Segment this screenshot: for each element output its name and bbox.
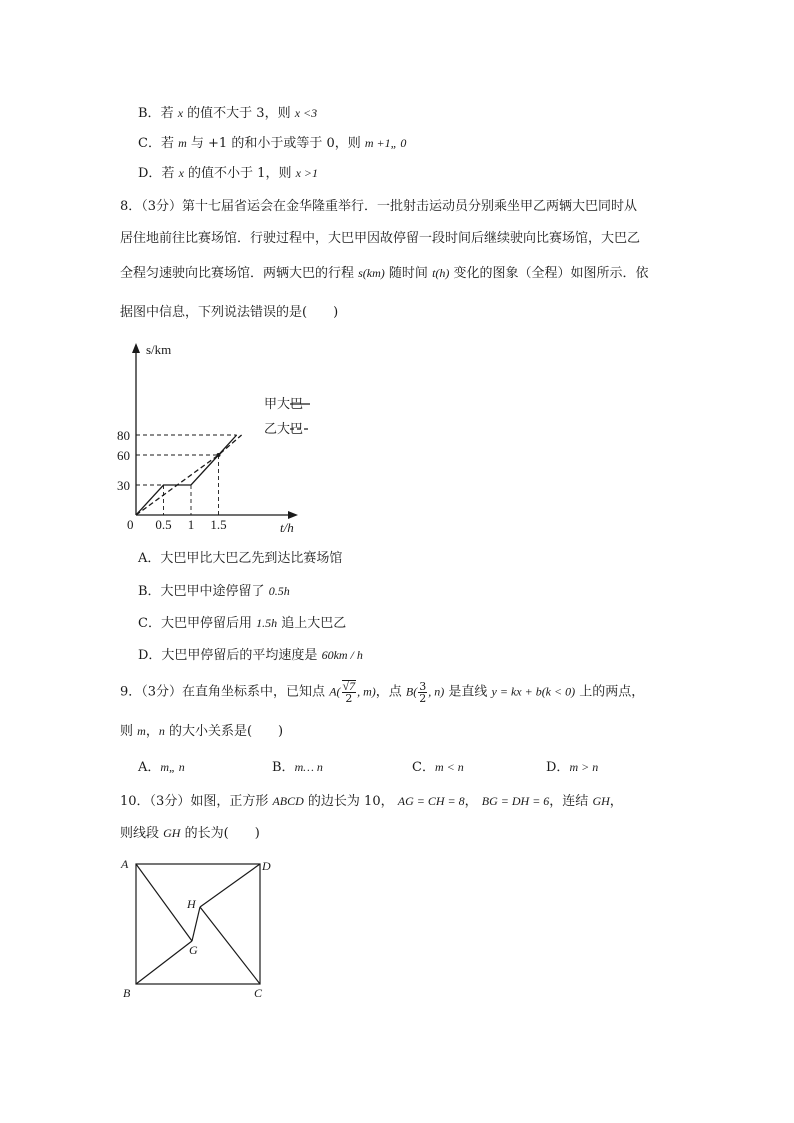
math-expression: m„ n <box>160 760 185 774</box>
x-axis-label: t/h <box>280 520 294 535</box>
math-expression: BG = DH = 6 <box>481 794 550 808</box>
fraction-denominator: 2 <box>419 691 427 705</box>
q7-option-c <box>138 134 406 153</box>
stem-text: ，点 <box>375 684 406 700</box>
math-expression: m > n <box>569 760 599 774</box>
math-expression: m +1„ 0 <box>364 136 407 150</box>
math-expression: t(h) <box>432 266 450 280</box>
y-tick-label-80: 80 <box>117 428 130 443</box>
math-var: ABCD <box>272 794 304 808</box>
stem-text: 上的两点， <box>575 684 645 700</box>
segment-dh <box>200 864 260 907</box>
math-expression: x >1 <box>295 166 319 180</box>
point-label-h: H <box>187 897 196 911</box>
distance-time-chart <box>112 338 312 538</box>
q8-option-a: A．大巴甲比大巴乙先到达比赛场馆 <box>138 551 343 566</box>
q9-option-b <box>272 758 323 777</box>
math-expression: x <3 <box>294 106 318 120</box>
stem-text: 的大小关系是( ) <box>164 724 284 739</box>
math-expression: AG = CH = 8 <box>397 794 465 808</box>
math-expression: y = kx + b(k < 0) <box>491 684 576 699</box>
legend-label-1: 乙大巴 <box>264 421 304 436</box>
stem-text: 则 <box>120 724 138 739</box>
math-expression: s(km) <box>358 266 385 280</box>
q9-stem-line-2 <box>120 722 283 741</box>
option-text: 与 +1 的和小于或等于 0，则 <box>186 136 365 151</box>
option-text: B．大巴甲中途停留了 <box>138 584 269 599</box>
q8-option-c <box>138 614 346 633</box>
math-var: x <box>177 106 184 120</box>
math-expression: 1.5h <box>256 616 278 630</box>
q9-option-d <box>546 758 598 777</box>
math-expression: , m) <box>357 684 376 699</box>
stem-text: 全程匀速驶向比赛场馆．两辆大巴的行程 <box>120 266 359 281</box>
stem-text: 变化的图象（全程）如图所示．依 <box>449 266 649 281</box>
series-line-jia <box>136 435 237 515</box>
fraction-denominator: 2 <box>345 692 353 705</box>
vertex-label-b: B <box>123 986 131 1000</box>
q9-option-a <box>138 758 185 777</box>
option-letter: B． <box>272 760 295 775</box>
q8-option-d <box>138 646 363 665</box>
segment-ag <box>136 864 192 941</box>
q9-option-c <box>412 758 464 777</box>
fraction-numerator: 3 <box>419 679 427 693</box>
point-label-g: G <box>189 943 198 957</box>
stem-text: ，连结 <box>549 794 593 809</box>
origin-label: 0 <box>127 517 134 532</box>
stem-text: ， <box>145 724 159 739</box>
option-letter: A． <box>138 760 161 775</box>
y-tick-label-30: 30 <box>117 478 130 493</box>
math-var: GH <box>163 826 181 840</box>
option-text: 若 <box>160 136 179 151</box>
stem-text: ， <box>609 794 623 809</box>
math-expression: B( <box>405 684 418 699</box>
segment-gh <box>192 907 200 941</box>
stem-text: 随时间 <box>384 266 433 281</box>
stem-text: 的边长为 10， <box>303 794 398 809</box>
x-axis-arrow <box>288 511 298 519</box>
stem-text: ， <box>464 794 482 809</box>
fraction-3-over-2 <box>418 681 427 704</box>
option-text: 若 <box>161 166 179 181</box>
fraction-sqrt7-over-2 <box>342 680 357 704</box>
vertex-label-d: D <box>262 859 271 873</box>
q8-stem-line-3 <box>120 264 649 283</box>
square-outline <box>136 864 260 984</box>
intersection-point <box>217 453 221 457</box>
legend-label-0: 甲大巴 <box>264 396 304 411</box>
q7-option-b <box>138 104 317 123</box>
math-expression: , n) <box>428 684 445 699</box>
segment-ch <box>200 907 260 984</box>
math-var: n <box>158 724 165 738</box>
vertex-label-a: A <box>121 857 129 871</box>
y-axis-label: s/km <box>146 342 172 357</box>
math-var: x <box>178 166 184 180</box>
option-letter: D． <box>546 760 570 775</box>
y-tick-label-60: 60 <box>117 448 130 463</box>
stem-text: 则线段 <box>120 826 164 841</box>
q8-stem-line-4: 据图中信息，下列说法错误的是( ) <box>120 305 339 320</box>
stem-text: 9．（3分）在直角坐标系中，已知点 <box>120 684 330 700</box>
math-expression: 60km / h <box>321 648 363 662</box>
q10-stem-line-1 <box>120 792 623 811</box>
option-text: 若 <box>160 106 178 121</box>
option-letter: B． <box>138 106 161 121</box>
option-text: 的值不大于 3，则 <box>183 106 295 121</box>
stem-text: 是直线 <box>444 684 492 700</box>
math-var: m <box>137 724 146 738</box>
stem-text: 的长为( ) <box>180 826 260 841</box>
math-expression: 0.5h <box>268 584 290 598</box>
math-expression: m… n <box>294 760 323 774</box>
math-expression: A( <box>329 684 341 699</box>
segment-bg <box>136 941 192 984</box>
math-expression: m < n <box>434 760 464 774</box>
option-text: 追上大巴乙 <box>277 616 347 631</box>
q8-stem-line-2: 居住地前往比赛场馆．行驶过程中，大巴甲因故停留一段时间后继续驶向比赛场馆，大巴乙 <box>120 231 641 246</box>
x-tick-label-0.5: 0.5 <box>155 517 172 532</box>
option-letter: C． <box>138 136 161 151</box>
q7-option-d <box>138 164 318 183</box>
math-var: m <box>178 136 187 150</box>
option-text: 的值不小于 1，则 <box>183 166 296 181</box>
option-text: C．大巴甲停留后用 <box>138 616 257 631</box>
x-tick-label-1.5: 1.5 <box>210 517 227 532</box>
q8-option-b <box>138 582 290 601</box>
y-axis-arrow <box>132 343 140 353</box>
option-letter: D． <box>138 166 162 181</box>
square-abcd-figure <box>112 852 282 1004</box>
stem-text: 10．（3分）如图，正方形 <box>120 794 273 809</box>
option-letter: C． <box>412 760 435 775</box>
x-tick-label-1: 1 <box>187 517 195 532</box>
option-text: D．大巴甲停留后的平均速度是 <box>138 648 322 663</box>
q10-stem-line-2 <box>120 824 260 843</box>
fraction-numerator: √7 <box>342 679 356 693</box>
q9-stem-line-1 <box>120 680 644 704</box>
vertex-label-c: C <box>254 986 263 1000</box>
q8-stem-line-1: 8．（3分）第十七届省运会在金华隆重举行．一批射击运动员分别乘坐甲乙两辆大巴同时从 <box>120 199 638 214</box>
math-var: GH <box>592 794 610 808</box>
